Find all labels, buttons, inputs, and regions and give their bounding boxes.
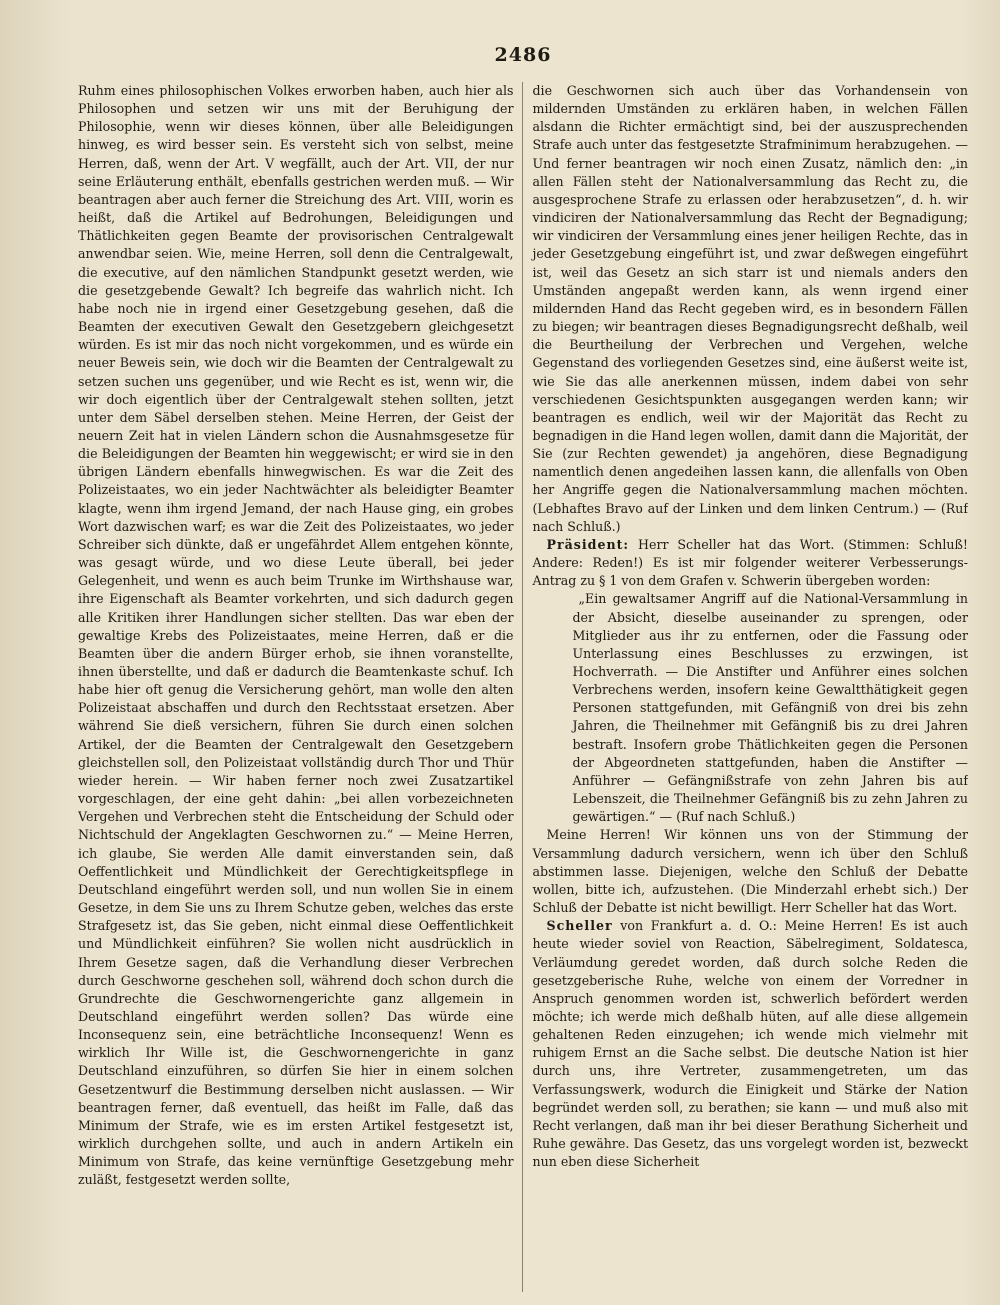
right-column [522,82,969,1292]
speaker-name-scheller: Scheller [546,918,613,934]
president-paragraph [533,536,969,590]
page-number: 2486 [494,44,552,66]
scheller-text: von Frankfurt a. d. O.: Meine Herren! Es ist auch heute wieder soviel von Reaction, Säbelregiment, Soldatesca, Verläumdung geredet worden, daß durch solche Reden die gesetzgeberische Ruhe, welche von einem der Vorredner in Anspruch genommen worden ist, schwerlich befördert werden möchte; ich werde mich deßhalb hüten, auf alle diese allgemein gehaltenen Reden einzugehen; ich wende mich vielmehr mit ruhigem Ernst an die Sache selbst. Die deutsche Nation ist hier durch uns, ihre Vertreter, zusammengetreten, um das Verfassungswerk, wodurch die Einigkeit und Stärke der Nation begründet werden soll, zu berathen; sie kann — und muß also mit Recht verlangen, daß man ihr bei dieser Berathung Sicherheit und Ruhe gewähre. Das Gesetz, das uns vorgelegt worden ist, bezweckt nun eben diese Sicherheit [532,918,968,1170]
right-paragraph-continuation: die Geschwornen sich auch über das Vorhandensein von mildernden Umständen zu erklären haben, in welchen Fällen alsdann die Richter ermächtigt sind, bei der auszusprechenden Strafe auch unter das festgesetzte Strafminimum herabzugehen. — Und ferner beantragen wir noch einen Zusatz, nämlich den: „in allen Fällen steht der Nationalversammlung das Recht zu, die ausgesprochene Strafe zu erlassen oder herabzusetzen“, d. h. wir vindiciren der Nationalversammlung das Recht der Begnadigung; wir vindiciren der Versammlung eines jener heiligen Rechte, das in jeder Gesetzgebung eingeführt ist, und zwar deßwegen eingeführt ist, weil das Gesetz an sich starr ist und niemals anders den Umständen angepaßt werden kann, als wenn irgend einer mildernden Hand das Recht gegeben wird, es in besondern Fällen zu biegen; wir beantragen dieses Begnadigungsrecht deßhalb, weil die Beurtheilung der Verbrechen und Vergehen, welche Gegenstand des vorliegenden Gesetzes sind, eine äußerst weite ist, wie Sie das alle anerkennen müssen, indem dabei von sehr verschiedenen Gesichtspunkten ausgegangen werden kann; wir beantragen es endlich, weil wir der Majorität das Recht zu begnadigen in die Hand legen wollen, damit dann die Majorität, der Sie (zur Rechten gewendet) ja angehören, diese Begnadigung namentlich denen angedeihen lassen kann, die allenfalls von Oben her Angriffe gegen die Nationalversammlung machen möchten. (Lebhaftes Bravo auf der Linken und dem linken Centrum.) — (Ruf nach Schluß.) [532,83,968,534]
president-text: Herr Scheller hat das Wort. (Stimmen: Schluß! Andere: Reden!) Es ist mir folgender weiterer Verbesserungs-Antrag zu § 1 von dem Grafen v. Schwerin übergeben worden: [532,536,968,589]
vote-paragraph: Meine Herren! Wir können uns von der Stimmung der Versammlung dadurch versichern, wenn ich über den Schluß abstimmen lasse. Diejenigen, welche den Schluß der Debatte wollen, bitte ich, aufzustehen. (Die Minderzahl erhebt sich.) Der Schluß der Debatte ist nicht bewilligt. Herr Scheller hat das Wort. [532,827,968,916]
speaker-name-president: Präsident: [546,536,630,552]
left-column [78,82,522,1292]
text-columns [78,82,968,1292]
scheller-paragraph [533,917,969,1171]
left-column-paragraph: Ruhm eines philosophischen Volkes erworben haben, auch hier als Philosophen und setzen wir uns mit der Beruhigung der Philosophie, wenn wir dieses können, über alle Beleidigungen hinweg, es wird besser sein. Es versteht sich von selbst, meine Herren, daß, wenn der Art. V wegfällt, auch der Art. VII, der nur seine Erläuterung enthält, ebenfalls gestrichen werden muß. — Wir beantragen aber auch ferner die Streichung des Art. VIII, worin es heißt, daß die Artikel auf Bedrohungen, Beleidigungen und Thätlichkeiten gegen Beamte der provisorischen Centralgewalt anwendbar seien. Wie, meine Herren, soll denn die Centralgewalt, die executive, auf den nämlichen Standpunkt gesetzt werden, wie die gesetzgebende Gewalt? Ich begreife das wahrlich nicht. Ich habe noch nie in irgend einer Gesetzgebung gesehen, daß die Beamten der executiven Gewalt den Gesetzgebern gleichgesetzt würden. Es ist mir das noch nicht vorgekommen, und es würde ein neuer Beweis sein, wie doch wir die Beamten der Centralgewalt zu setzen suchen uns gegenüber, und wie Recht es ist, wenn wir, die wir doch eigentlich über der Centralgewalt stehen sollten, jetzt unter dem Säbel derselben stehen. Meine Herren, der Geist der neuern Zeit hat in vielen Ländern schon die Ausnahmsgesetze für die Beleidigungen der Beamten hin weggewischt; er wird sie in den übrigen Ländern ebenfalls hinwegwischen. Es war die Zeit des Polizeistaates, wo ein jeder Nachtwächter als beleidigter Beamter klagte, wenn ihm irgend Jemand, der nach Hause ging, ein grobes Wort dazwischen warf; es war die Zeit des Polizeistaates, wo jeder Schreiber sich dünkte, daß er ungefährdet Allem entgehen könnte, was gesagt würde, und wo diese Leute überall, bei jeder Gelegenheit, und wenn es auch beim Trunke im Wirthshause war, ihre Eigenschaft als Beamter vorkehrten, und sich dadurch gegen alle Kritiken ihrer Handlungen sicher stellten. Das war eben der gewaltige Krebs des Polizeistaates, meine Herren, daß er die Beamten über die andern Bürger erhob, sie ihnen voranstellte, ihnen überstellte, und daß er dadurch die Beamtenkaste schuf. Ich habe hier oft genug die Versicherung gehört, man wolle den alten Polizeistaat abschaffen und durch den Rechtsstaat ersetzen. Aber während Sie dieß versichern, führen Sie durch einen solchen Artikel, der die Beamten der Centralgewalt den Gesetzgebern gleichstellen soll, den Polizeistaat vollständig durch Thor und Thür wieder herein. — Wir haben ferner noch zwei Zusatzartikel vorgeschlagen, der eine geht dahin: „bei allen vorbezeichneten Vergehen und Verbrechen steht die Entscheidung der Schuld oder Nichtschuld der Angeklagten Geschwornen zu.“ — Meine Herren, ich glaube, Sie werden Alle damit einverstanden sein, daß Oeffentlichkeit und Mündlichkeit der Gerechtigkeitspflege in Deutschland eingeführt werden soll, und nun wollen Sie in einem Gesetze, in dem Sie uns zu Ihrem Schutze geben, welches das erste Strafgesetz ist, das Sie geben, nicht einmal diese Oeffentlichkeit und Mündlichkeit einführen? Sie wollen nicht ausdrücklich in Ihrem Gesetze sagen, daß die Verhandlung dieser Verbrechen durch Geschworne geschehen soll, während doch schon durch die Grundrechte die Geschwornengerichte ganz allgemein in Deutschland eingeführt werden sollen? Das würde eine Inconsequenz sein, eine beträchtliche Inconsequenz! Wenn es wirklich Ihr Wille ist, die Geschwornengerichte in ganz Deutschland einzuführen, so dürfen Sie hier in einem solchen Gesetzentwurf die Bestimmung derselben nicht auslassen. — Wir beantragen ferner, daß eventuell, das heißt im Falle, daß das Minimum der Strafe, wie es im ersten Artikel festgesetzt ist, wirklich durchgehen sollte, und auch in andern Artikeln ein Minimum von Strafe, das keine vernünftige Gesetzgebung mehr zuläßt, festgesetzt werden sollte, [78,83,514,1188]
amendment-quote: „Ein gewaltsamer Angriff auf die National-Versammlung in der Absicht, dieselbe auseinander zu sprengen, oder Mitglieder aus ihr zu entfernen, oder die Fassung oder Unterlassung eines Beschlusses zu erzwingen, ist Hochverrath. — Die Anstifter und Anführer eines solchen Verbrechens werden, insofern keine Gewaltthätigkeit gegen Personen stattgefunden, mit Gefängniß von drei bis zehn Jahren, die Theilnehmer mit Gefängniß bis zu drei Jahren bestraft. Insofern grobe Thätlichkeiten gegen die Personen der Abgeordneten stattgefunden, haben die Anstifter — Anführer — Gefängnißstrafe von zehn Jahren bis auf Lebenszeit, die Theilnehmer Gefängniß bis zu zehn Jahren zu gewärtigen.“ — (Ruf nach Schluß.) [572,591,968,825]
